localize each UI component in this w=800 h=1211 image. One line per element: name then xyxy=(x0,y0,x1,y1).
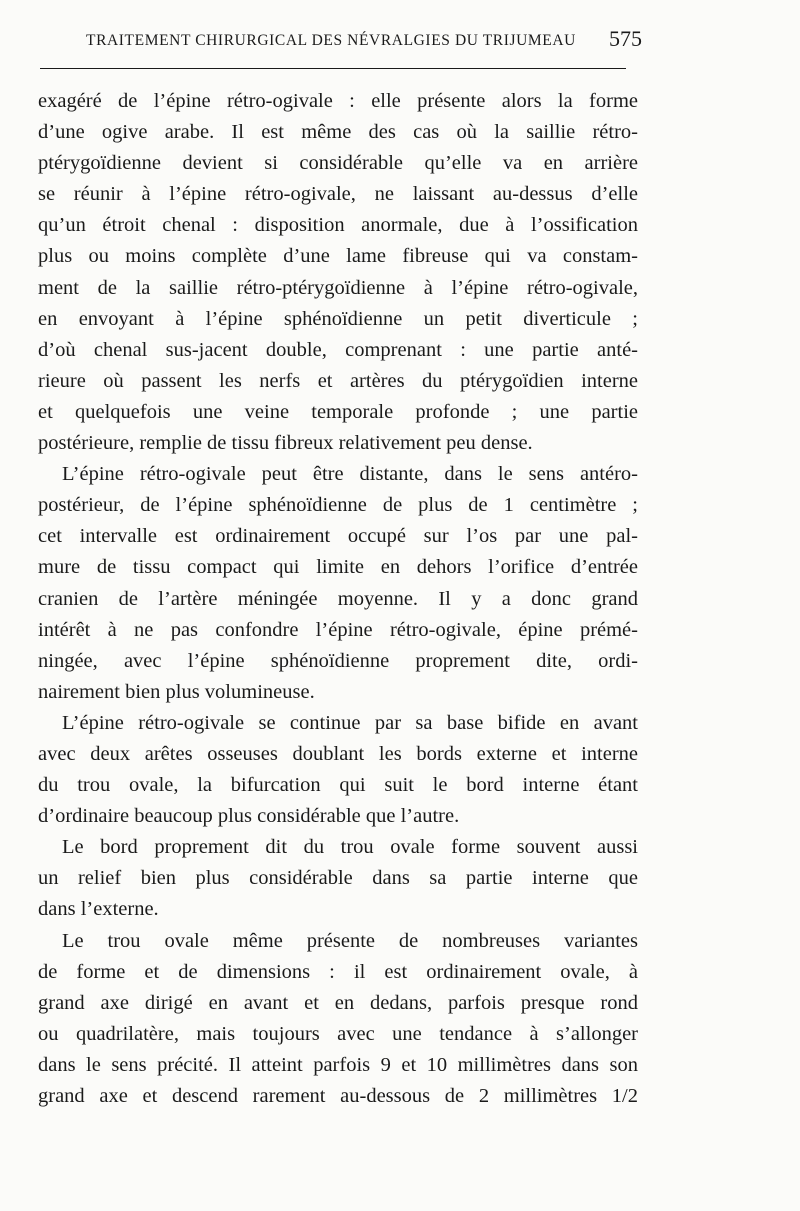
text-line: cet intervalle est ordinairement occupé sur l’os par une pal- xyxy=(38,525,638,548)
header-rule xyxy=(40,68,626,69)
text-line: avec deux arêtes osseuses doublant les bords externe et interne xyxy=(38,742,638,765)
text-line: se réunir à l’épine rétro-ogivale, ne laissant au-dessus d’elle xyxy=(38,183,638,206)
text-line: rieure où passent les nerfs et artères du ptérygoïdien interne xyxy=(38,369,638,392)
text-line: ment de la saillie rétro-ptérygoïdienne à l’épine rétro-ogivale, xyxy=(38,276,638,299)
text-line: dans l’externe. xyxy=(38,898,159,921)
text-line: intérêt à ne pas confondre l’épine rétro-ogivale, épine prémé- xyxy=(38,618,638,641)
text-line: postérieure, remplie de tissu fibreux relativement peu dense. xyxy=(38,432,533,455)
text-line: grand axe dirigé en avant et en dedans, parfois presque rond xyxy=(38,991,638,1014)
text-line: et quelquefois une veine temporale profonde ; une partie xyxy=(38,400,638,423)
text-line: ningée, avec l’épine sphénoïdienne proprement dite, ordi- xyxy=(38,649,638,672)
text-line: du trou ovale, la bifurcation qui suit le bord interne étant xyxy=(38,774,638,797)
text-line: exagéré de l’épine rétro-ogivale : elle présente alors la forme xyxy=(38,90,638,112)
text-line: ou quadrilatère, mais toujours avec une tendance à s’allonger xyxy=(38,1022,638,1045)
page-header xyxy=(86,26,642,56)
text-line: d’où chenal sus-jacent double, comprenant : une partie anté- xyxy=(38,338,638,361)
text-line: plus ou moins complète d’une lame fibreuse qui va constam- xyxy=(38,245,638,268)
text-line: en envoyant à l’épine sphénoïdienne un petit diverticule ; xyxy=(38,307,638,330)
text-line: cranien de l’artère méningée moyenne. Il y a donc grand xyxy=(38,587,638,610)
body-text xyxy=(38,86,638,1112)
text-line: grand axe et descend rarement au-dessous de 2 millimètres 1/2 xyxy=(38,1085,638,1107)
page-number: 575 xyxy=(609,26,642,51)
text-line: dans le sens précité. Il atteint parfois 9 et 10 millimètres dans son xyxy=(38,1053,638,1076)
text-line: ptérygoïdienne devient si considérable qu’elle va en arrière xyxy=(38,152,638,175)
paragraph-first-line: L’épine rétro-ogivale se continue par sa base bifide en avant xyxy=(62,711,638,734)
text-line: de forme et de dimensions : il est ordinairement ovale, à xyxy=(38,960,638,983)
text-line: d’une ogive arabe. Il est même des cas où la saillie rétro- xyxy=(38,121,638,144)
running-title: TRAITEMENT CHIRURGICAL DES NÉVRALGIES DU TRIJUMEAU xyxy=(86,32,576,49)
paragraph-first-line: L’épine rétro-ogivale peut être distante, dans le sens antéro- xyxy=(62,463,638,486)
text-line: nairement bien plus volumineuse. xyxy=(38,680,315,703)
text-line: un relief bien plus considérable dans sa partie interne que xyxy=(38,867,638,890)
paragraph-first-line: Le bord proprement dit du trou ovale forme souvent aussi xyxy=(62,836,638,859)
text-line: mure de tissu compact qui limite en dehors l’orifice d’entrée xyxy=(38,556,638,579)
text-line: qu’un étroit chenal : disposition anormale, due à l’ossification xyxy=(38,214,638,237)
paragraph-first-line: Le trou ovale même présente de nombreuses variantes xyxy=(62,929,638,952)
text-line: d’ordinaire beaucoup plus considérable que l’autre. xyxy=(38,805,460,828)
text-line: postérieur, de l’épine sphénoïdienne de plus de 1 centimètre ; xyxy=(38,494,638,517)
